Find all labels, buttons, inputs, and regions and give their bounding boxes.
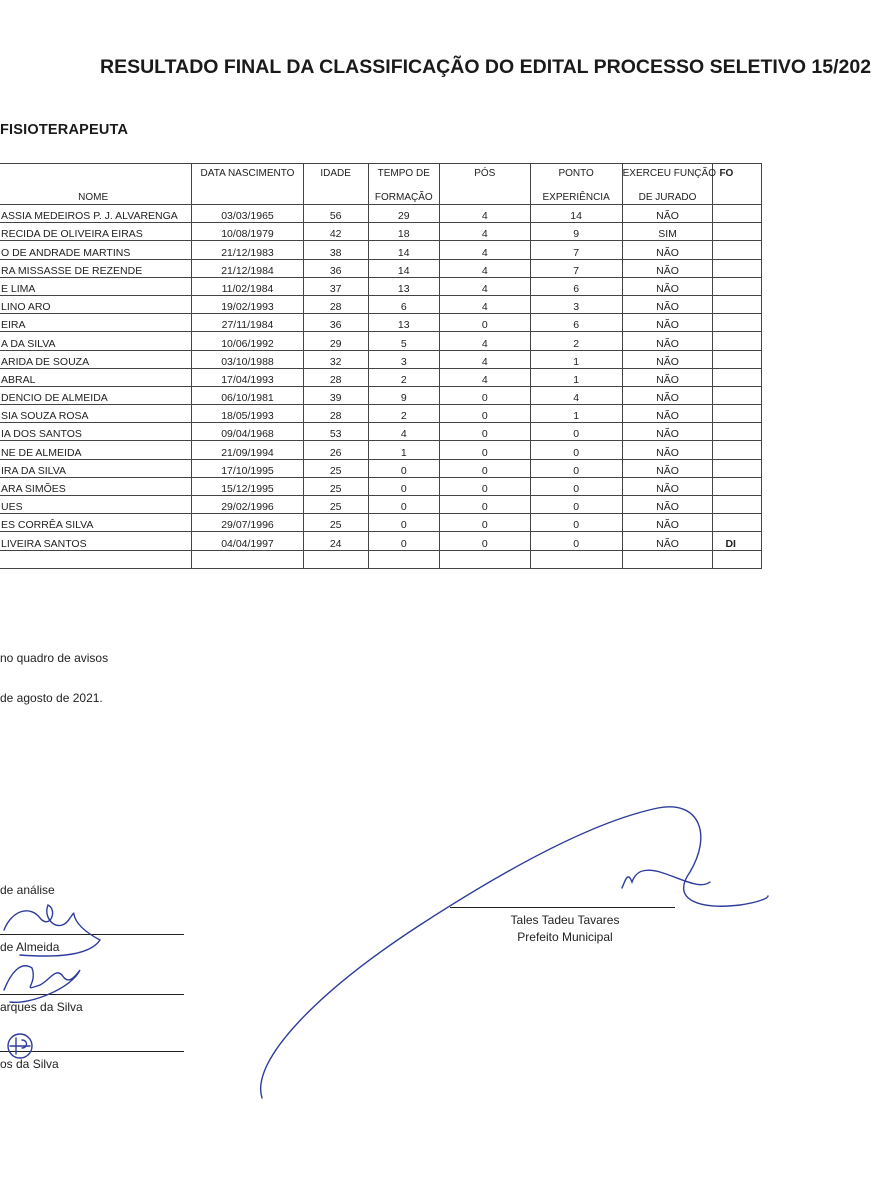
cell-ponto: 3 (530, 295, 622, 313)
cell-idade: 32 (303, 350, 368, 368)
cell-jurado: NÃO (622, 405, 713, 423)
cell-idade: 36 (303, 259, 368, 277)
cell-tempo: 2 (368, 405, 439, 423)
cell-data: 17/04/1993 (192, 368, 303, 386)
member-signature-1-stroke (4, 905, 100, 956)
cell-pos: 0 (439, 423, 530, 441)
cell-ponto: 0 (530, 459, 622, 477)
cell-data: 29/02/1996 (192, 496, 303, 514)
cell-nome: DENCIO DE ALMEIDA (0, 386, 192, 404)
cell-tempo: 14 (368, 241, 439, 259)
cell-data: 03/10/1988 (192, 350, 303, 368)
cell-data: 18/05/1993 (192, 405, 303, 423)
cell-extra: DI (713, 532, 762, 550)
cell-data: 19/02/1993 (192, 295, 303, 313)
cell-data: 15/12/1995 (192, 477, 303, 495)
cell-ponto: 9 (530, 223, 622, 241)
cell-nome: IA DOS SANTOS (0, 423, 192, 441)
cell-data: 29/07/1996 (192, 514, 303, 532)
cell-ponto: 0 (530, 496, 622, 514)
cell-data: 06/10/1981 (192, 386, 303, 404)
cell-pos: 4 (439, 205, 530, 223)
cell-nome: O DE ANDRADE MARTINS (0, 241, 192, 259)
cell-ponto: 7 (530, 241, 622, 259)
cell-pos: 0 (439, 405, 530, 423)
cell-pos: 0 (439, 477, 530, 495)
page-title: RESULTADO FINAL DA CLASSIFICAÇÃO DO EDITAL PROCESSO SELETIVO 15/202 (100, 56, 871, 78)
cell-idade: 37 (303, 277, 368, 295)
cell-idade: 25 (303, 459, 368, 477)
cell-nome: LINO ARO (0, 295, 192, 313)
cell-data: 10/08/1979 (192, 223, 303, 241)
header-tempo-formacao: TEMPO DE FORMAÇÃO (368, 164, 439, 205)
cell-ponto: 2 (530, 332, 622, 350)
cell-tempo: 3 (368, 350, 439, 368)
cell-data: 10/06/1992 (192, 332, 303, 350)
cell-ponto: 7 (530, 259, 622, 277)
mayor-title: Prefeito Municipal (517, 930, 613, 944)
cell-data: 17/10/1995 (192, 459, 303, 477)
header-exerceu-funcao-jurado: EXERCEU FUNÇÃO DE JURADO (622, 164, 713, 205)
cell-ponto: 6 (530, 277, 622, 295)
mayor-signature-stroke (261, 807, 768, 1098)
cell-data: 09/04/1968 (192, 423, 303, 441)
member-signature-3-stroke (10, 1038, 30, 1054)
cell-jurado: NÃO (622, 386, 713, 404)
cell-nome: ASSIA MEDEIROS P. J. ALVARENGA (0, 205, 192, 223)
cell-pos: 0 (439, 514, 530, 532)
cell-pos: 4 (439, 241, 530, 259)
cell-data: 03/03/1965 (192, 205, 303, 223)
commission-member-3: os da Silva (0, 1057, 59, 1071)
cell-pos: 4 (439, 259, 530, 277)
cell-tempo: 5 (368, 332, 439, 350)
header-pos: PÓS (439, 164, 530, 205)
cell-tempo: 6 (368, 295, 439, 313)
header-last-column: FO (713, 164, 762, 205)
commission-member-2: arques da Silva (0, 1000, 83, 1014)
mayor-signature-flourish (622, 870, 710, 888)
cell-tempo: 13 (368, 277, 439, 295)
footer-date: de agosto de 2021. (0, 691, 103, 705)
header-nome: NOME (0, 164, 192, 205)
cell-idade: 42 (303, 223, 368, 241)
cell-jurado: SIM (622, 223, 713, 241)
cell-tempo: 14 (368, 259, 439, 277)
cell-pos: 0 (439, 496, 530, 514)
cell-jurado: NÃO (622, 496, 713, 514)
cell-data: 21/09/1994 (192, 441, 303, 459)
cell-jurado: NÃO (622, 514, 713, 532)
cell-jurado: NÃO (622, 332, 713, 350)
cell-ponto: 0 (530, 441, 622, 459)
cell-nome: ABRAL (0, 368, 192, 386)
cell-nome: UES (0, 496, 192, 514)
cell-idade: 25 (303, 514, 368, 532)
cell-idade: 53 (303, 423, 368, 441)
cell-data: 21/12/1983 (192, 241, 303, 259)
cell-jurado: NÃO (622, 241, 713, 259)
cell-idade: 38 (303, 241, 368, 259)
cell-nome: IRA DA SILVA (0, 459, 192, 477)
cell-idade: 39 (303, 386, 368, 404)
cell-ponto: 0 (530, 423, 622, 441)
cell-jurado: NÃO (622, 277, 713, 295)
cell-ponto: 6 (530, 314, 622, 332)
footer-notice: no quadro de avisos (0, 651, 109, 665)
cell-tempo: 9 (368, 386, 439, 404)
cell-idade: 25 (303, 496, 368, 514)
cell-nome: NE DE ALMEIDA (0, 441, 192, 459)
cell-idade: 25 (303, 477, 368, 495)
cell-tempo: 18 (368, 223, 439, 241)
cell-tempo: 29 (368, 205, 439, 223)
cell-jurado: NÃO (622, 259, 713, 277)
cell-data: 21/12/1984 (192, 259, 303, 277)
cell-jurado: NÃO (622, 350, 713, 368)
cell-tempo: 0 (368, 514, 439, 532)
cell-idade: 26 (303, 441, 368, 459)
cell-ponto: 1 (530, 368, 622, 386)
cell-pos: 0 (439, 386, 530, 404)
cell-ponto: 1 (530, 405, 622, 423)
cell-pos: 4 (439, 295, 530, 313)
cell-ponto: 0 (530, 477, 622, 495)
member-signature-2-stroke (4, 966, 80, 1003)
cell-data: 11/02/1984 (192, 277, 303, 295)
cell-idade: 28 (303, 368, 368, 386)
cell-idade: 28 (303, 405, 368, 423)
cell-jurado: NÃO (622, 532, 713, 550)
cell-ponto: 14 (530, 205, 622, 223)
cell-tempo: 1 (368, 441, 439, 459)
cell-idade: 28 (303, 295, 368, 313)
cell-pos: 0 (439, 441, 530, 459)
cell-ponto: 1 (530, 350, 622, 368)
cell-tempo: 0 (368, 496, 439, 514)
cell-nome: ARA SIMÕES (0, 477, 192, 495)
cell-nome: RA MISSASSE DE REZENDE (0, 259, 192, 277)
cell-nome: LIVEIRA SANTOS (0, 532, 192, 550)
cell-pos: 4 (439, 277, 530, 295)
commission-label: de análise (0, 883, 55, 897)
cell-nome: A DA SILVA (0, 332, 192, 350)
cell-jurado: NÃO (622, 423, 713, 441)
cell-tempo: 2 (368, 368, 439, 386)
section-title: FISIOTERAPEUTA (0, 122, 129, 138)
cell-pos: 0 (439, 532, 530, 550)
cell-pos: 0 (439, 459, 530, 477)
cell-jurado: NÃO (622, 441, 713, 459)
cell-pos: 4 (439, 223, 530, 241)
cell-pos: 0 (439, 314, 530, 332)
cell-ponto: 0 (530, 514, 622, 532)
cell-jurado: NÃO (622, 368, 713, 386)
cell-idade: 29 (303, 332, 368, 350)
commission-member-1: de Almeida (0, 940, 60, 954)
cell-idade: 24 (303, 532, 368, 550)
cell-jurado: NÃO (622, 477, 713, 495)
cell-pos: 4 (439, 368, 530, 386)
cell-idade: 36 (303, 314, 368, 332)
cell-data: 04/04/1997 (192, 532, 303, 550)
header-data-nascimento: DATA NASCIMENTO (192, 164, 303, 205)
header-ponto-experiencia: PONTO EXPERIÊNCIA (530, 164, 622, 205)
cell-nome: RECIDA DE OLIVEIRA EIRAS (0, 223, 192, 241)
cell-idade: 56 (303, 205, 368, 223)
cell-jurado: NÃO (622, 205, 713, 223)
cell-nome: ARIDA DE SOUZA (0, 350, 192, 368)
cell-pos: 4 (439, 350, 530, 368)
cell-tempo: 4 (368, 423, 439, 441)
cell-data: 27/11/1984 (192, 314, 303, 332)
cell-ponto: 4 (530, 386, 622, 404)
cell-tempo: 0 (368, 477, 439, 495)
cell-jurado: NÃO (622, 314, 713, 332)
cell-nome: E LIMA (0, 277, 192, 295)
cell-nome: ES CORRÊA SILVA (0, 514, 192, 532)
cell-tempo: 0 (368, 459, 439, 477)
header-idade: IDADE (303, 164, 368, 205)
cell-tempo: 0 (368, 532, 439, 550)
cell-jurado: NÃO (622, 459, 713, 477)
cell-pos: 4 (439, 332, 530, 350)
cell-jurado: NÃO (622, 295, 713, 313)
cell-ponto: 0 (530, 532, 622, 550)
mayor-name: Tales Tadeu Tavares (510, 913, 620, 927)
cell-tempo: 13 (368, 314, 439, 332)
cell-nome: SIA SOUZA ROSA (0, 405, 192, 423)
cell-nome: EIRA (0, 314, 192, 332)
